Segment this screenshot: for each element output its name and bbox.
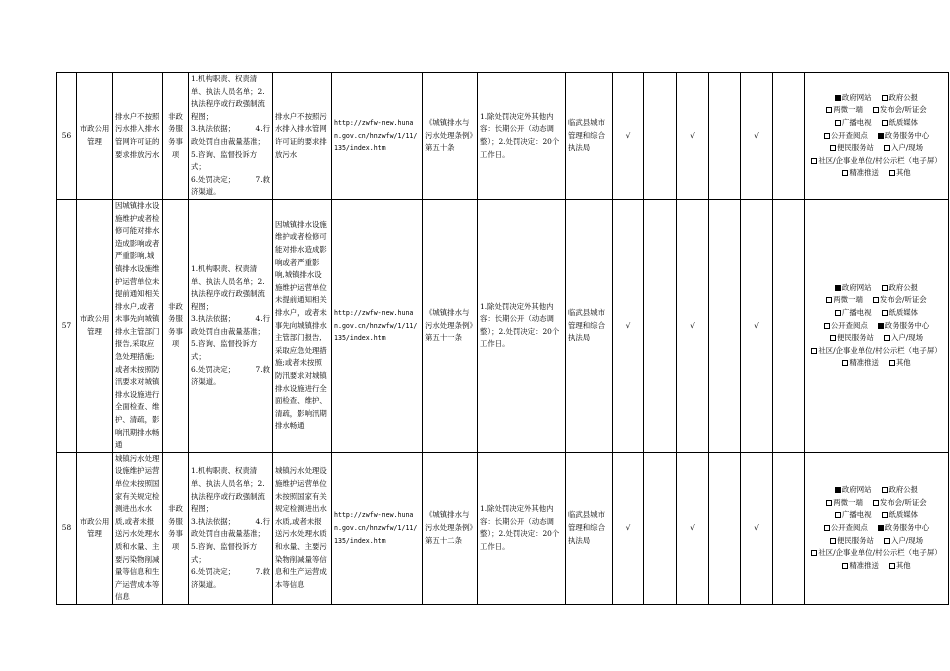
item-cell: 排水户不按照污水排入排水管网许可证的要求排放污水	[113, 73, 163, 200]
subject-cell: 非政务服务事项	[163, 199, 189, 452]
check-cell	[644, 73, 677, 200]
check-cell	[709, 452, 741, 604]
check-cell: √	[677, 452, 709, 604]
content-line: 4.行	[255, 314, 270, 324]
checkbox-icon	[889, 170, 895, 176]
publish-option-label: 入户/现场	[890, 333, 924, 343]
publish-option-label: 发布会/听证会	[879, 105, 927, 115]
category-cell: 市政公用管理	[77, 452, 113, 604]
publish-option-label: 政务服务中心	[884, 320, 930, 330]
timelimit-cell: 1.除处罚决定外其他内容：长期公开（动态调整）；2.处罚决定：20个工作日。	[478, 199, 566, 452]
checkbox-icon	[882, 310, 888, 316]
check-cell	[773, 452, 805, 604]
checkbox-icon	[824, 525, 830, 531]
content-line: 6.处罚决定；	[191, 567, 236, 577]
checkbox-icon	[826, 107, 832, 113]
category-cell: 市政公用管理	[77, 73, 113, 200]
checkbox-icon	[889, 360, 895, 366]
publish-option-label: 政务服务中心	[884, 130, 930, 140]
check-cell: √	[741, 452, 773, 604]
content-line: 3.执法依据；	[191, 124, 236, 134]
checkbox-icon	[835, 120, 841, 126]
content-line: 政处罚自由裁量基准；	[191, 326, 265, 336]
checkbox-icon	[882, 512, 888, 518]
basis-cell: 因城镇排水设施维护或者检修可能对排水造成影响或者严重影响,城镇排水设施维护运营单位未提前通知相关排水户，或者未事先向城镇排水主管部门报告,采取应急处理措施;或者未按照防汛要求对城镇排水设施进行全面检查、维护、清疏，影响汛期排水畅通	[273, 199, 332, 452]
content-line: 7.救	[255, 364, 270, 374]
checked-box-icon	[878, 323, 884, 329]
checkbox-icon	[835, 310, 841, 316]
publish-option-label: 政府网站	[841, 92, 872, 102]
publish-option-label: 政务服务中心	[884, 523, 930, 533]
content-cell	[189, 452, 273, 604]
publish-option-label: 其他	[895, 168, 911, 178]
content-line: 7.救	[255, 567, 270, 577]
checkbox-icon	[842, 170, 848, 176]
publish-option-label: 广播电视	[841, 118, 872, 128]
check-cell: √	[613, 73, 644, 200]
item-cell: 因城镇排水设施维护或者检修可能对排水造成影响或者严重影响,城镇排水设施维护运营单位未提前通知相关排水户,或者未事先向城镇排水主管部门报告,采取应急处理措施;或者未按照防汛要求对城镇排水设施进行全面检查、维护、清疏，影响汛期排水畅通	[113, 199, 163, 452]
content-line: 6.处罚决定；	[191, 364, 236, 374]
check-cell: √	[677, 73, 709, 200]
content-line: 5.咨询、监督投诉方式；	[191, 541, 258, 564]
publish-option-label: 纸质媒体	[888, 118, 919, 128]
department-cell: 临武县城市管理和综合执法局	[566, 199, 613, 452]
publish-option-label: 政府公报	[888, 282, 919, 292]
table-row	[57, 73, 949, 200]
checkbox-icon	[882, 120, 888, 126]
publish-option-label: 两微一端	[833, 105, 863, 115]
checkbox-icon	[884, 145, 890, 151]
publish-option-label: 广播电视	[841, 307, 872, 317]
publish-channels-cell	[805, 73, 949, 200]
publish-option-label: 纸质媒体	[888, 307, 919, 317]
content-cell	[189, 73, 273, 200]
checkbox-icon	[884, 538, 890, 544]
basis-cell: 城镇污水处理设施维护运营单位未按照国家有关规定检测进出水水质,或者未报送污水处理水质和水量、主要污染物削减量等信息和生产运营成本等信息	[273, 452, 332, 604]
checkbox-icon	[826, 297, 832, 303]
publish-option-label: 入户/现场	[890, 143, 924, 153]
check-cell	[644, 452, 677, 604]
row-number: 58	[57, 452, 77, 604]
subject-cell: 非政务服务事项	[163, 452, 189, 604]
publish-option-label: 其他	[895, 358, 911, 368]
publish-option-label: 两微一端	[833, 295, 863, 305]
checkbox-icon	[824, 323, 830, 329]
publish-option-label: 公开查阅点	[830, 320, 868, 330]
publish-option-label: 发布会/听证会	[879, 497, 927, 507]
publish-channels-cell	[805, 199, 949, 452]
checkbox-icon	[889, 563, 895, 569]
checked-box-icon	[835, 95, 841, 101]
item-cell: 城镇污水处理设施维护运营单位未按照国家有关规定检测进出水水质,或者未报送污水处理水质和水量、主要污染物削减量等信息和生产运营成本等信息	[113, 452, 163, 604]
checkbox-icon	[873, 107, 879, 113]
content-line: 政处罚自由裁量基准；	[191, 136, 265, 146]
publish-option-label: 社区/企事业单位/村公示栏（电子屏）	[818, 548, 942, 558]
checkbox-icon	[884, 335, 890, 341]
publish-option-label: 纸质媒体	[888, 510, 919, 520]
checkbox-icon	[811, 550, 817, 556]
publish-option-label: 两微一端	[833, 497, 863, 507]
publish-option-label: 政府公报	[888, 92, 919, 102]
row-number: 57	[57, 199, 77, 452]
content-line: 4.行	[255, 516, 270, 526]
checkbox-icon	[842, 563, 848, 569]
url-cell: http://zwfw-new.hunan.gov.cn/hnzwfw/1/11/135/index.htm	[332, 199, 423, 452]
publish-option-label: 政府网站	[841, 282, 872, 292]
content-line: 济渠道。	[191, 377, 221, 387]
checkbox-icon	[882, 285, 888, 291]
publish-option-label: 社区/企事业单位/村公示栏（电子屏）	[818, 345, 942, 355]
url-cell: http://zwfw-new.hunan.gov.cn/hnzwfw/1/11/135/index.htm	[332, 452, 423, 604]
checked-box-icon	[878, 525, 884, 531]
content-line: 7.救	[255, 174, 270, 184]
publish-option-label: 其他	[895, 560, 911, 570]
checkbox-icon	[835, 512, 841, 518]
checkbox-icon	[830, 145, 836, 151]
content-line: 1.机构职责、权责清单、执法人员名单；2.执法程序或行政强制流程图；	[191, 74, 265, 121]
subject-cell: 非政务服务事项	[163, 73, 189, 200]
law-cell: 《城镇排水与污水处理条例》第五十一条	[423, 199, 478, 452]
publish-option-label: 公开查阅点	[830, 523, 868, 533]
publish-option-label: 入户/现场	[890, 535, 924, 545]
checkbox-icon	[873, 297, 879, 303]
checkbox-icon	[830, 538, 836, 544]
publish-option-label: 便民服务站	[836, 143, 874, 153]
content-line: 3.执法依据；	[191, 314, 236, 324]
row-number: 56	[57, 73, 77, 200]
checkbox-icon	[882, 95, 888, 101]
publish-option-label: 广播电视	[841, 510, 872, 520]
category-cell: 市政公用管理	[77, 199, 113, 452]
checked-box-icon	[878, 133, 884, 139]
check-cell	[773, 73, 805, 200]
department-cell: 临武县城市管理和综合执法局	[566, 73, 613, 200]
checkbox-icon	[824, 133, 830, 139]
content-line: 3.执法依据；	[191, 516, 236, 526]
timelimit-cell: 1.除处罚决定外其他内容：长期公开（动态调整）；2.处罚决定：20个工作日。	[478, 73, 566, 200]
publish-option-label: 政府公报	[888, 485, 919, 495]
publish-option-label: 精准推送	[849, 358, 879, 368]
check-cell	[709, 73, 741, 200]
checked-box-icon	[835, 285, 841, 291]
content-line: 6.处罚决定；	[191, 174, 236, 184]
check-cell: √	[741, 199, 773, 452]
publish-option-label: 精准推送	[849, 168, 879, 178]
publish-channels-cell	[805, 452, 949, 604]
publish-option-label: 政府网站	[841, 485, 872, 495]
table-row	[57, 199, 949, 452]
checkbox-icon	[842, 360, 848, 366]
department-cell: 临武县城市管理和综合执法局	[566, 452, 613, 604]
check-cell: √	[741, 73, 773, 200]
law-cell: 《城镇排水与污水处理条例》第五十条	[423, 73, 478, 200]
checkbox-icon	[826, 500, 832, 506]
content-line: 济渠道。	[191, 187, 221, 197]
content-line: 政处罚自由裁量基准；	[191, 529, 265, 539]
check-cell	[773, 199, 805, 452]
disclosure-table	[56, 72, 949, 605]
check-cell: √	[613, 452, 644, 604]
check-cell: √	[677, 199, 709, 452]
publish-option-label: 精准推送	[849, 560, 879, 570]
url-cell: http://zwfw-new.hunan.gov.cn/hnzwfw/1/11/135/index.htm	[332, 73, 423, 200]
checkbox-icon	[830, 335, 836, 341]
check-cell	[709, 199, 741, 452]
checkbox-icon	[811, 348, 817, 354]
publish-option-label: 社区/企事业单位/村公示栏（电子屏）	[818, 155, 942, 165]
checked-box-icon	[835, 487, 841, 493]
content-line: 1.机构职责、权责清单、执法人员名单；2.执法程序或行政强制流程图；	[191, 466, 265, 514]
publish-option-label: 便民服务站	[836, 333, 874, 343]
content-line: 4.行	[255, 124, 270, 134]
content-cell	[189, 199, 273, 452]
timelimit-cell: 1.除处罚决定外其他内容：长期公开（动态调整）；2.处罚决定：20个工作日。	[478, 452, 566, 604]
check-cell	[644, 199, 677, 452]
publish-option-label: 发布会/听证会	[879, 295, 927, 305]
content-line: 1.机构职责、权责清单、执法人员名单；2.执法程序或行政强制流程图；	[191, 263, 265, 311]
checkbox-icon	[873, 500, 879, 506]
checkbox-icon	[811, 158, 817, 164]
content-line: 济渠道。	[191, 579, 221, 589]
publish-option-label: 便民服务站	[836, 535, 874, 545]
basis-cell: 排水户不按照污水排入排水管网许可证的要求排放污水	[273, 73, 332, 200]
publish-option-label: 公开查阅点	[830, 130, 868, 140]
checkbox-icon	[882, 487, 888, 493]
content-line: 5.咨询、监督投诉方式；	[191, 339, 258, 362]
law-cell: 《城镇排水与污水处理条例》第五十二条	[423, 452, 478, 604]
check-cell: √	[613, 199, 644, 452]
table-row	[57, 452, 949, 604]
content-line: 5.咨询、监督投诉方式；	[191, 149, 258, 172]
